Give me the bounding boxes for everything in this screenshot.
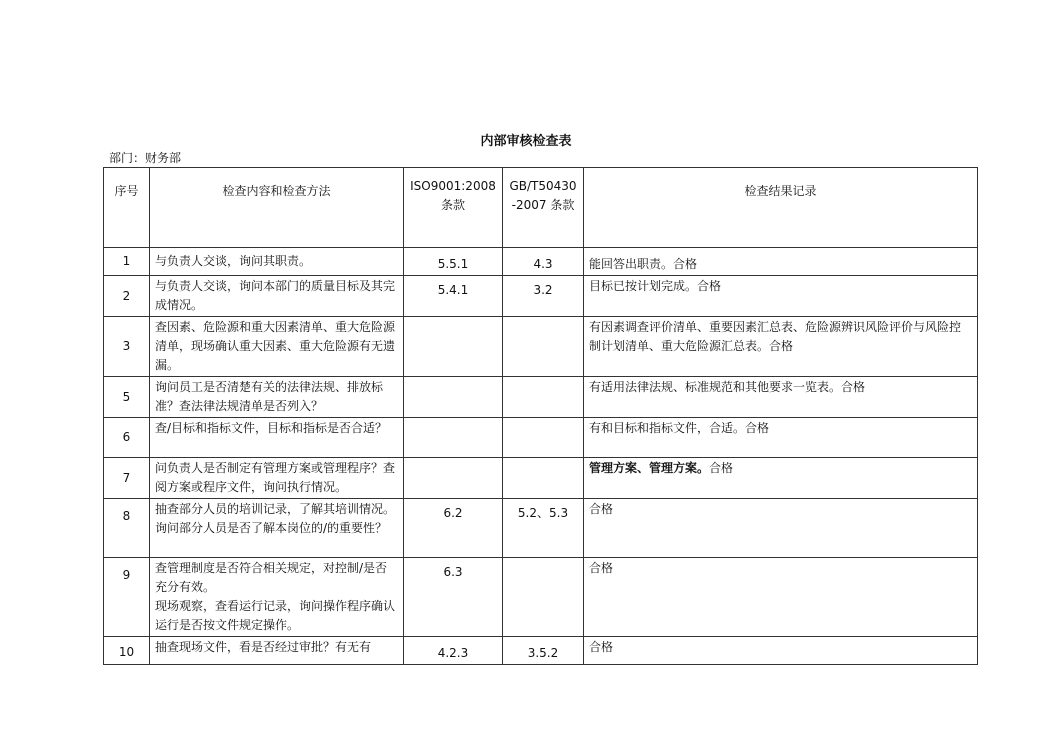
row-no: 10 [104, 637, 150, 665]
row-gbt [503, 377, 584, 418]
row-iso: 6.2 [404, 499, 503, 558]
department-label: 部门：财务部 [109, 151, 182, 165]
table-row [104, 458, 978, 499]
row-content: 查/目标和指标文件，目标和指标是否合适？ [150, 418, 404, 458]
row-no: 2 [104, 276, 150, 317]
row-content-line2: 现场观察，查看运行记录，询问操作程序确认运行是否按文件规定操作。 [155, 599, 396, 632]
row-iso [404, 418, 503, 458]
row-gbt [503, 317, 584, 377]
row-gbt: 3.2 [503, 276, 584, 317]
row-no: 1 [104, 248, 150, 276]
table-row [104, 276, 978, 317]
row-result: 有因素调查评价清单、重要因素汇总表、危险源辨识风险评价与风险控制计划清单、重大危险源汇总表。合格 [584, 317, 978, 377]
row-no: 5 [104, 377, 150, 418]
header-iso: ISO9001:2008 条款 [404, 168, 503, 248]
page-title: 内部审核检查表 [480, 134, 572, 149]
row-iso [404, 377, 503, 418]
row-result: 有和目标和指标文件，合适。合格 [584, 418, 978, 458]
header-content: 检查内容和检查方法 [150, 168, 404, 248]
header-no: 序号 [104, 168, 150, 248]
table-row [104, 377, 978, 418]
row-no: 6 [104, 418, 150, 458]
row-result: 有适用法律法规、标准规范和其他要求一览表。合格 [584, 377, 978, 418]
table-row [104, 248, 978, 276]
row-result: 能回答出职责。合格 [584, 248, 978, 276]
row-gbt: 3.5.2 [503, 637, 584, 665]
table-row [104, 558, 978, 637]
row-gbt [503, 458, 584, 499]
row-content: 询问员工是否清楚有关的法律法规、排放标准？查法律法规清单是否列入？ [150, 377, 404, 418]
row-iso: 4.2.3 [404, 637, 503, 665]
row-result: 合格 [584, 637, 978, 665]
row-no: 9 [104, 558, 150, 637]
audit-checklist-table [103, 167, 978, 665]
header-gbt: GB/T50430-2007 条款 [503, 168, 584, 248]
row-iso: 6.3 [404, 558, 503, 637]
row-iso [404, 317, 503, 377]
row-result-text: 合格 [709, 461, 734, 475]
row-content: 问负责人是否制定有管理方案或管理程序？查阅方案或程序文件，询问执行情况。 [150, 458, 404, 499]
table-row [104, 418, 978, 458]
row-no: 3 [104, 317, 150, 377]
table-row [104, 317, 978, 377]
row-no: 8 [104, 499, 150, 558]
row-result: 合格 [584, 558, 978, 637]
row-gbt [503, 558, 584, 637]
row-content: 与负责人交谈，询问本部门的质量目标及其完成情况。 [150, 276, 404, 317]
table-row [104, 499, 978, 558]
row-content: 抽查部分人员的培训记录，了解其培训情况。询问部分人员是否了解本岗位的/的重要性？ [150, 499, 404, 558]
row-iso [404, 458, 503, 499]
row-content [150, 558, 404, 637]
header-result: 检查结果记录 [584, 168, 978, 248]
row-gbt [503, 418, 584, 458]
row-no: 7 [104, 458, 150, 499]
row-result: 目标已按计划完成。合格 [584, 276, 978, 317]
row-iso: 5.4.1 [404, 276, 503, 317]
row-result: 合格 [584, 499, 978, 558]
row-gbt: 4.3 [503, 248, 584, 276]
table-header-row [104, 168, 978, 248]
row-gbt: 5.2、5.3 [503, 499, 584, 558]
table-row [104, 637, 978, 665]
row-result [584, 458, 978, 499]
row-content-line1: 查管理制度是否符合相关规定，对控制/是否充分有效。 [155, 561, 388, 594]
row-content: 抽查现场文件，看是否经过审批？有无有 [150, 637, 404, 665]
row-result-bold: 管理方案、管理方案。 [589, 461, 710, 475]
row-content: 查因素、危险源和重大因素清单、重大危险源清单，现场确认重大因素、重大危险源有无遗漏。 [150, 317, 404, 377]
row-iso: 5.5.1 [404, 248, 503, 276]
row-content: 与负责人交谈，询问其职责。 [150, 248, 404, 276]
